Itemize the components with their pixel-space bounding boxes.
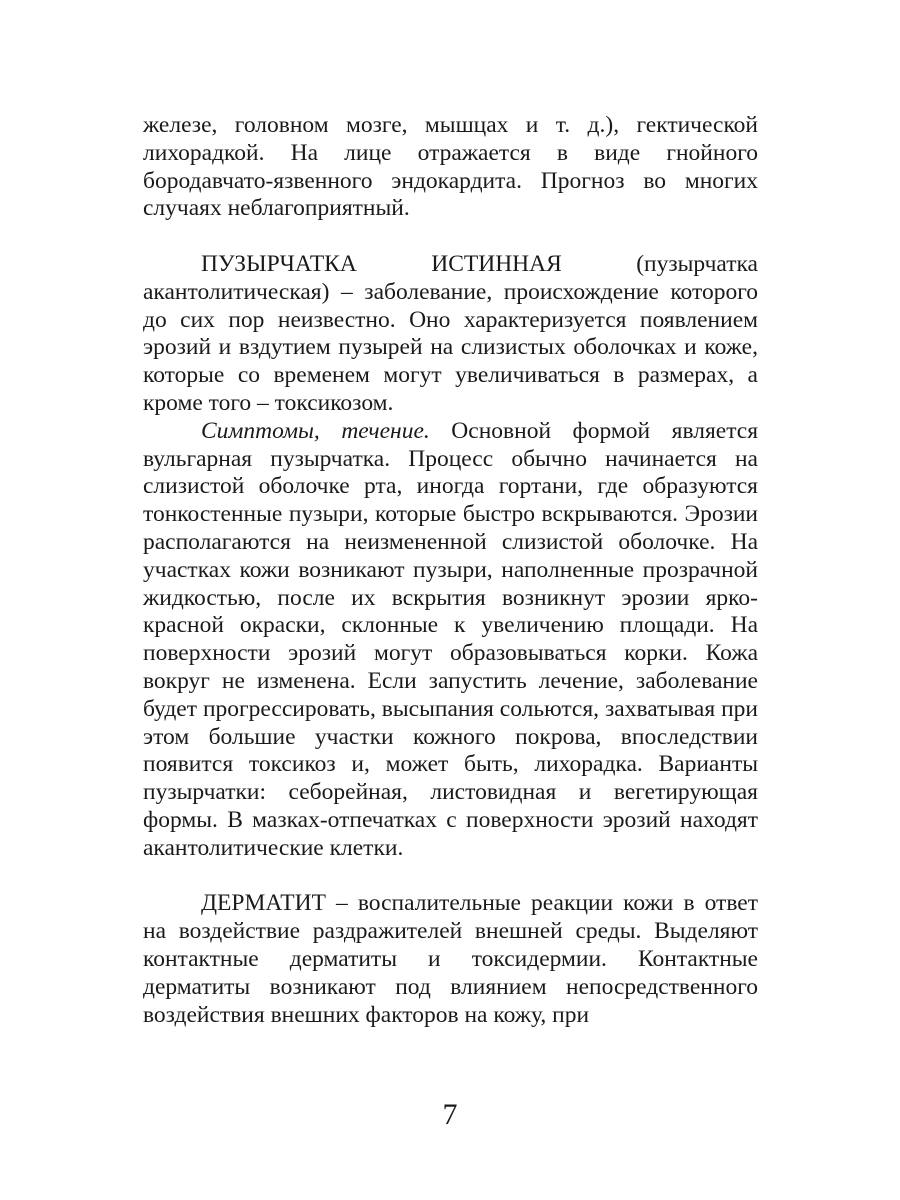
paragraph-symptoms: [143, 418, 758, 863]
symptoms-text: Основной формой является вульгарная пузырчатка. Процесс обычно начинается на слизистой оболочке рта, иногда гортани, где образуются тонкостенные пузыри, которые быстро вскрываются. Эрозии располагаются на неизмененной слизистой оболочке. На участках кожи возникают пузыри, наполненные прозрачной жидкостью, после их вскрытия возникнут эрозии ярко-красной окраски, склонные к увеличению площади. На поверхности эрозий могут образовываться корки. Кожа вокруг не изменена. Если запустить лечение, заболевание будет прогрессировать, высыпания сольются, захватывая при этом большие участки кожного покрова, впоследствии появится токсикоз и, может быть, лихорадка. Варианты пузырчатки: себорейная, листовидная и вегетирующая формы. В мазках-отпечатках с поверхности эрозий находят акантолитические клетки.: [143, 417, 758, 861]
symptoms-heading: Симптомы, течение.: [201, 417, 430, 444]
paragraph-dermatitis: ДЕРМАТИТ – воспалительные реакции кожи в ответ на воздействие раздражителей внешней среды. Выделяют контактные дерматиты и токсидермии. Контактные дерматиты возникают под влиянием непосредственного воздействия внешних факторов на кожу, при: [143, 890, 758, 1028]
page-number: 7: [442, 1098, 458, 1131]
paragraph-pemphigus: ПУЗЫРЧАТКА ИСТИННАЯ (пузырчатка акантолитическая) – заболевание, происхождение которого до сих пор неизвестно. Оно характеризуется появлением эрозий и вздутием пузырей на слизистых оболочках и коже, которые со временем могут увеличиваться в размерах, а кроме того – токсикозом.: [143, 250, 758, 416]
paragraph-continuation: железе, головном мозге, мышцах и т. д.), гектической лихорадкой. На лице отражается в виде гнойного бородавчато-язвенного эндокардита. Прогноз во многих случаях неблагоприятный.: [143, 112, 758, 222]
page-body: [143, 112, 758, 1029]
